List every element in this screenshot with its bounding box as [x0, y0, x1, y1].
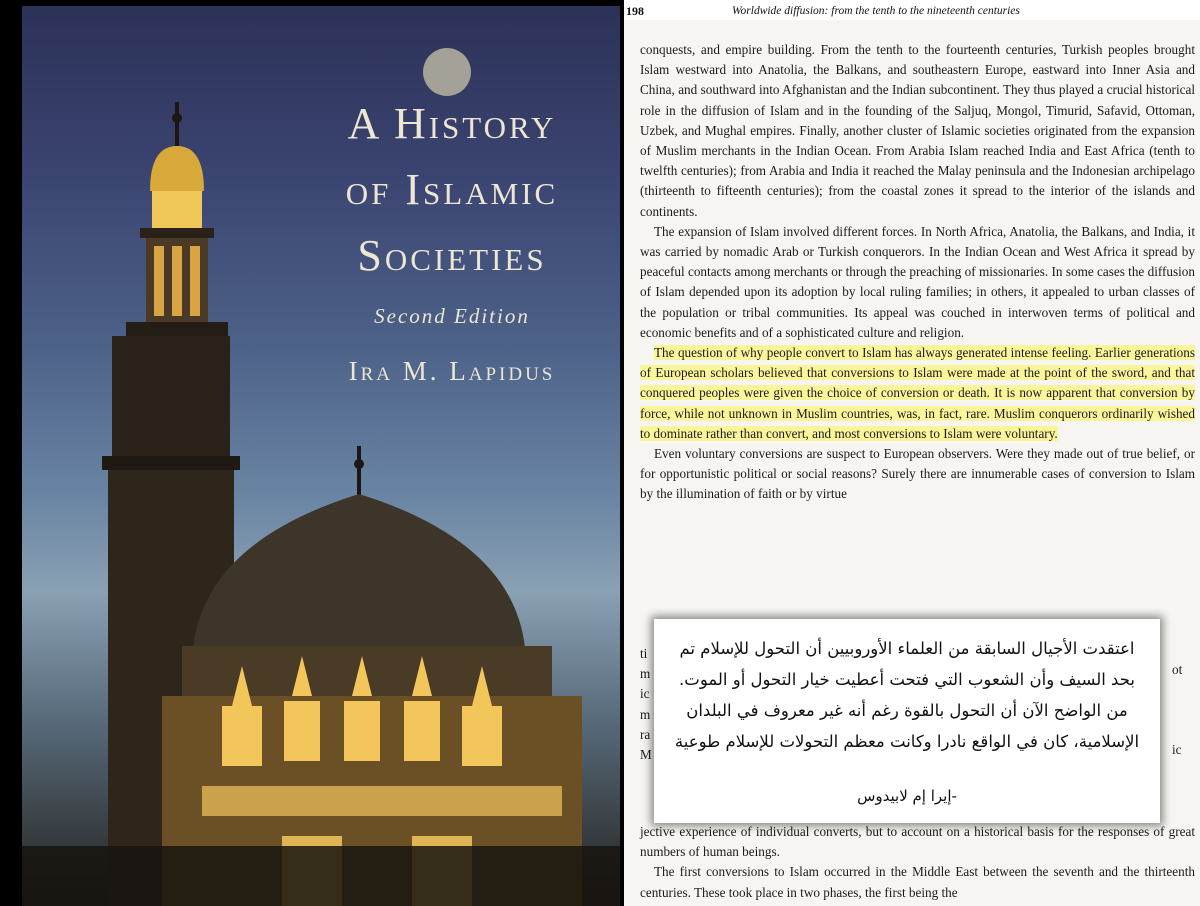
page-body [640, 40, 1195, 505]
book-cover [22, 6, 620, 906]
moon [423, 48, 471, 96]
page-header [624, 0, 1200, 20]
arabic-quote-author: -إيرا إم لابيدوس [857, 787, 957, 805]
running-head: Worldwide diffusion: from the tenth to the nineteenth centuries [732, 5, 1020, 17]
cover-title-line-3: Societies [357, 231, 547, 280]
foreground-fence [22, 846, 620, 906]
paragraph-3-highlighted [640, 343, 1195, 444]
arabic-quote-text: اعتقدت الأجيال السابقة من العلماء الأوروبيين أن التحول للإسلام تم بحد السيف وأن الشعوب التي فتحت أعطيت خيار التحول أو الموت. من الواضح الآن أن التحول بالقوة رغم أنه غير معروف في البلدان الإسلامية، كان في الواقع نادرا وكانت معظم التحولات للإسلام طوعية [674, 639, 1140, 751]
cover-author: Ira M. Lapidus [348, 356, 556, 386]
paragraph-2: The expansion of Islam involved different forces. In North Africa, Anatolia, the Balkans, and India, it was carried by nomadic Arab or Turkish conquerors. In the Indian Ocean and West Africa it spread by peaceful contacts among merchants or through the preaching of missionaries. In some cases the diffusion of Islam depended upon its adoption by local ruling families; in others, it appealed to urban classes of the population or tribal communities. Its appeal was couched in interwoven terms of political and economic benefits and of a sophisticated culture and religion. [640, 223, 1195, 340]
margin-fragments: ti m ic m ra M [640, 646, 652, 763]
right-fragments: ot ic [1172, 662, 1183, 758]
page-number: 198 [626, 4, 644, 18]
highlighted-passage: The question of why people convert to Islam has always generated intense feeling. Earlier generations of European scholars believed that conversions to Islam were made at the point of the sword, and that conquered peoples were given the choice of conversion or death. It is now apparent that conversion by force, while not unknown in Muslim countries, was, in fact, rare. Muslim conquerors ordinarily wished to dominate rather than convert, and most conversions to Islam were voluntary. [640, 345, 1195, 441]
cover-title-line-1: A History [347, 99, 557, 148]
paragraph-1: conquests, and empire building. From the tenth to the fourteenth centuries, Turkish peoples brought Islam westward into Anatolia, the Balkans, and southeastern Europe, eastward into Inner Asia and China, and southward into Afghanistan and the Indian subcontinent. They thus played a crucial historical role in the diffusion of Islam and in the founding of the Saljuq, Mongol, Timurid, Safavid, Ottoman, Uzbek, and Mughal empires. Finally, another cluster of Islamic societies originated from the expansion of Muslim merchants in the Indian Ocean. From Arabia Islam reached India and East Africa (tenth to twelfth centuries); from Arabia and India it reached the Malay peninsula and the Indonesian archipelago (thirteenth to fifteenth centuries); from the coastal zones it spread to the interior of the islands and continents. [640, 42, 1195, 219]
paragraph-6: The first conversions to Islam occurred in the Middle East between the seventh and the thirteenth centuries. These took place in two phases, the first being the [640, 864, 1195, 900]
paragraph-4: Even voluntary conversions are suspect to European observers. Were they made out of true belief, or for opportunistic political or social reasons? Surely there are innumerable cases of conversion to Islam by the illumination of faith or by virtue [640, 446, 1195, 502]
paragraph-5-end: jective experience of individual converts, but to account on a historical basis for the responses of great numbers of human beings. [640, 824, 1195, 860]
page-body-lower [640, 822, 1195, 903]
arabic-quote-box [654, 619, 1160, 823]
cover-title-line-2: of Islamic [345, 165, 559, 214]
cover-edition: Second Edition [374, 304, 530, 328]
